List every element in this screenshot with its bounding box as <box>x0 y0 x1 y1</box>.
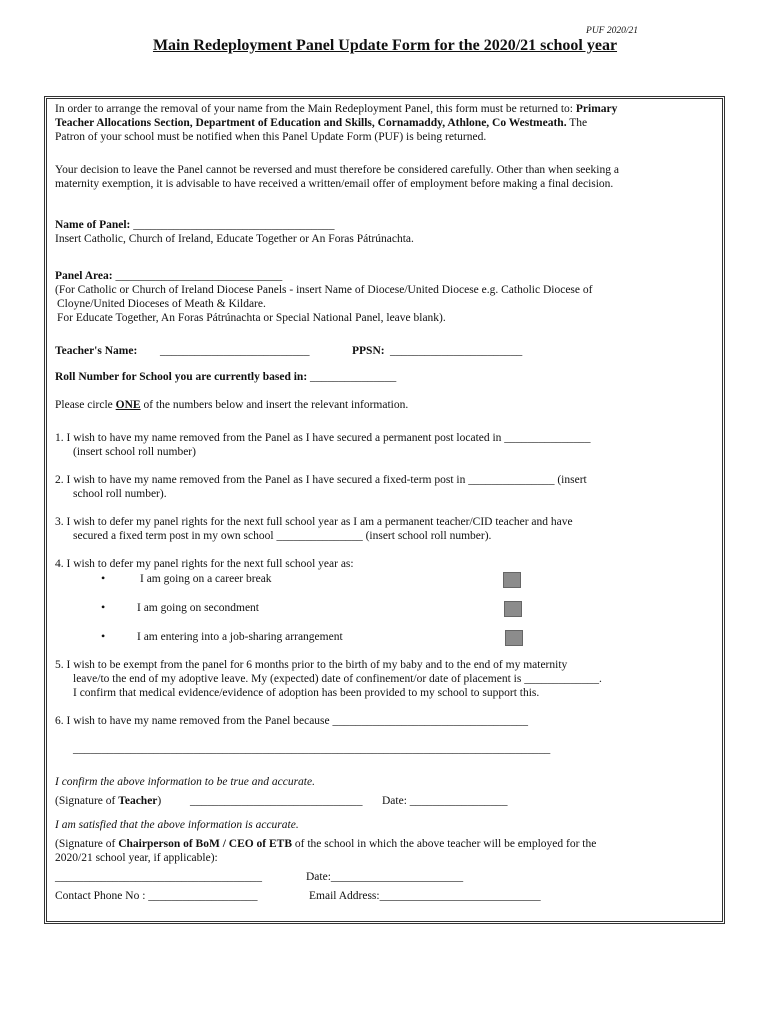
option-4-job-sharing: I am entering into a job-sharing arrangement <box>137 631 343 643</box>
chair-confirm-statement: I am satisfied that the above information is accurate. <box>55 819 299 831</box>
decision-line-2: maternity exemption, it is advisable to have received a written/email offer of employment before making a final decision. <box>55 178 614 190</box>
phone-row <box>55 889 258 903</box>
ppsn-field[interactable]: _______________________ <box>390 345 523 357</box>
option-6-reason-field[interactable]: ___________________________________________________________________________________ <box>73 743 551 755</box>
instruction-emphasis: ONE <box>115 399 141 411</box>
teacher-date-field[interactable]: _________________ <box>406 795 508 807</box>
chair-signature-line-2: 2020/21 school year, if applicable): <box>55 852 218 864</box>
panel-area-hint-3: For Educate Together, An Foras Pátrúnachta or Special National Panel, leave blank). <box>57 312 446 324</box>
chair-signature-field[interactable]: ____________________________________ <box>55 871 262 883</box>
instruction-text: of the numbers below and insert the relevant information. <box>140 399 409 411</box>
email-label: Email Address: <box>309 890 380 902</box>
signature-role: Teacher <box>118 795 158 807</box>
career-break-checkbox[interactable] <box>503 572 521 588</box>
chair-date-row <box>306 870 463 884</box>
signature-text: (Signature of <box>55 838 119 850</box>
signature-text: ) <box>157 795 162 807</box>
ppsn-label: PPSN: <box>352 345 385 357</box>
job-sharing-checkbox[interactable] <box>505 630 523 646</box>
intro-text: The <box>566 117 588 129</box>
option-2-line-1[interactable]: 2. I wish to have my name removed from the Panel as I have secured a fixed-term post in _______________ (insert <box>55 474 587 486</box>
form-code: PUF 2020/21 <box>586 26 638 36</box>
page-title: Main Redeployment Panel Update Form for the 2020/21 school year <box>152 37 618 54</box>
teacher-name-label: Teacher's Name: <box>55 345 138 357</box>
bullet-icon: • <box>101 600 106 614</box>
phone-label: Contact Phone No : <box>55 890 146 902</box>
option-5-line-3: I confirm that medical evidence/evidence of adoption has been provided to my school to support this. <box>73 687 540 699</box>
teacher-date-row <box>382 794 508 808</box>
panel-name-label: Name of Panel: <box>55 219 131 231</box>
teacher-name-field[interactable]: __________________________ <box>160 345 310 357</box>
option-1-line-1[interactable]: 1. I wish to have my name removed from the Panel as I have secured a permanent post located in _______________ <box>55 432 591 444</box>
teacher-signature-field[interactable]: ______________________________ <box>190 795 363 807</box>
option-2-line-2: school roll number). <box>73 488 167 500</box>
panel-name-field[interactable]: ___________________________________ <box>130 219 335 231</box>
circle-instruction <box>55 398 408 412</box>
chair-signature-line-1 <box>55 837 596 851</box>
instruction-text: Please circle <box>55 399 116 411</box>
signature-role: Chairperson of BoM / CEO of ETB <box>118 838 293 850</box>
panel-area-hint-2: Cloyne/United Dioceses of Meath & Kildare. <box>57 298 266 310</box>
option-5-line-2: leave/to the end of my adoptive leave. My (expected) date of confinement/or date of placement is _____________. <box>73 673 602 685</box>
option-4-secondment: I am going on secondment <box>137 602 260 614</box>
panel-area-hint-1: (For Catholic or Church of Ireland Diocese Panels - insert Name of Diocese/United Diocese e.g. Catholic Diocese of <box>55 284 593 296</box>
panel-name-hint: Insert Catholic, Church of Ireland, Educate Together or An Foras Pátrúnachta. <box>55 233 414 245</box>
secondment-checkbox[interactable] <box>504 601 522 617</box>
signature-text: of the school in which the above teacher will be employed for the <box>292 838 597 850</box>
email-field[interactable]: ____________________________ <box>379 890 541 902</box>
teacher-signature-label <box>55 794 161 808</box>
intro-address: Teacher Allocations Section, Department of Education and Skills, Cornamaddy, Athlone, Co Westmeath. <box>55 117 567 129</box>
panel-area-row <box>55 269 282 283</box>
bullet-icon: • <box>101 629 106 643</box>
teacher-confirm-statement: I confirm the above information to be true and accurate. <box>55 776 315 788</box>
intro-line-2 <box>55 116 587 130</box>
signature-text: (Signature of <box>55 795 119 807</box>
option-3-line-2: secured a fixed term post in my own school _______________ (insert school roll number). <box>73 530 492 542</box>
option-4-line-1[interactable]: 4. I wish to defer my panel rights for the next full school year as: <box>55 558 354 570</box>
roll-number-label: Roll Number for School you are currently based in: <box>55 371 308 383</box>
bullet-icon: • <box>101 571 106 585</box>
roll-number-field[interactable]: _______________ <box>307 371 397 383</box>
intro-bold: Primary <box>575 103 618 115</box>
intro-line-1 <box>55 102 617 116</box>
intro-line-3: Patron of your school must be notified when this Panel Update Form (PUF) is being returned. <box>55 131 487 143</box>
option-3-line-1[interactable]: 3. I wish to defer my panel rights for the next full school year as I am a permanent teacher/CID teacher and have <box>55 516 573 528</box>
teacher-date-label: Date: <box>382 795 407 807</box>
option-6-line-1[interactable]: 6. I wish to have my name removed from the Panel because __________________________________ <box>55 715 529 727</box>
panel-name-row <box>55 218 335 232</box>
chair-date-label: Date: <box>306 871 331 883</box>
email-row <box>309 889 541 903</box>
panel-area-field[interactable]: _____________________________ <box>112 270 283 282</box>
option-4-career-break: I am going on a career break <box>140 573 272 585</box>
panel-area-label: Panel Area: <box>55 270 113 282</box>
option-1-line-2: (insert school roll number) <box>73 446 196 458</box>
phone-field[interactable]: ___________________ <box>145 890 258 902</box>
option-5-line-1[interactable]: 5. I wish to be exempt from the panel for 6 months prior to the birth of my baby and to the end of my maternity <box>55 659 568 671</box>
chair-date-field[interactable]: _______________________ <box>330 871 464 883</box>
intro-text: In order to arrange the removal of your name from the Main Redeployment Panel, this form must be returned to: <box>55 103 576 115</box>
roll-number-row <box>55 370 396 384</box>
decision-line-1: Your decision to leave the Panel cannot be reversed and must therefore be considered carefully. Other than when seeking a <box>55 164 619 176</box>
